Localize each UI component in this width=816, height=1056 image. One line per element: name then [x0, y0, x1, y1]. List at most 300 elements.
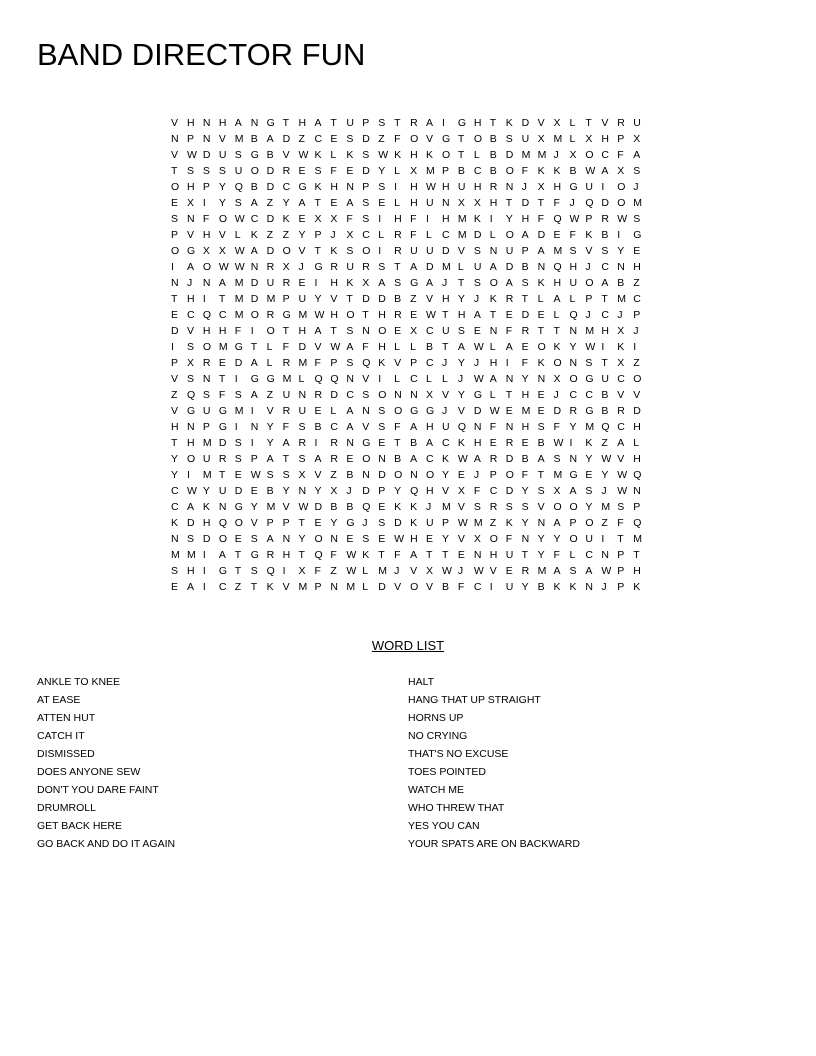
grid-letter[interactable]: P: [282, 517, 290, 529]
grid-letter[interactable]: Y: [601, 469, 609, 481]
grid-letter[interactable]: V: [298, 245, 306, 257]
grid-letter[interactable]: I: [378, 373, 382, 385]
grid-letter[interactable]: E: [457, 469, 465, 481]
grid-letter[interactable]: S: [314, 165, 322, 177]
grid-letter[interactable]: H: [601, 133, 609, 145]
grid-letter[interactable]: G: [585, 405, 594, 417]
grid-letter[interactable]: B: [330, 501, 338, 513]
grid-letter[interactable]: S: [171, 213, 179, 225]
grid-letter[interactable]: A: [218, 549, 226, 561]
grid-letter[interactable]: A: [537, 245, 545, 257]
grid-letter[interactable]: Z: [489, 517, 497, 529]
grid-letter[interactable]: X: [537, 181, 545, 193]
grid-letter[interactable]: J: [473, 469, 480, 481]
grid-letter[interactable]: F: [330, 549, 337, 561]
grid-letter[interactable]: V: [537, 501, 545, 513]
grid-letter[interactable]: J: [298, 261, 304, 273]
grid-letter[interactable]: O: [505, 469, 514, 481]
grid-letter[interactable]: S: [378, 405, 386, 417]
grid-letter[interactable]: F: [521, 357, 529, 369]
grid-letter[interactable]: E: [633, 245, 641, 257]
grid-letter[interactable]: P: [378, 485, 386, 497]
grid-letter[interactable]: V: [601, 117, 609, 129]
grid-letter[interactable]: A: [457, 341, 465, 353]
grid-letter[interactable]: Y: [218, 181, 226, 193]
grid-letter[interactable]: V: [362, 373, 370, 385]
grid-letter[interactable]: L: [234, 229, 241, 241]
grid-letter[interactable]: G: [585, 373, 594, 385]
grid-letter[interactable]: X: [617, 325, 625, 337]
grid-letter[interactable]: T: [617, 533, 624, 545]
grid-letter[interactable]: U: [298, 293, 307, 305]
grid-letter[interactable]: K: [394, 501, 402, 513]
grid-letter[interactable]: Y: [521, 485, 529, 497]
grid-letter[interactable]: V: [457, 501, 465, 513]
grid-letter[interactable]: J: [473, 357, 480, 369]
grid-letter[interactable]: T: [330, 325, 337, 337]
grid-letter[interactable]: X: [314, 213, 322, 225]
grid-letter[interactable]: E: [298, 165, 306, 177]
grid-letter[interactable]: W: [378, 149, 389, 161]
grid-letter[interactable]: V: [617, 453, 625, 465]
grid-letter[interactable]: H: [569, 261, 578, 273]
grid-letter[interactable]: L: [266, 357, 273, 369]
grid-letter[interactable]: R: [330, 453, 338, 465]
grid-letter[interactable]: T: [394, 437, 401, 449]
grid-letter[interactable]: F: [202, 213, 210, 225]
grid-letter[interactable]: E: [346, 533, 354, 545]
grid-letter[interactable]: R: [601, 213, 609, 225]
grid-letter[interactable]: Q: [633, 517, 642, 529]
grid-letter[interactable]: N: [537, 517, 546, 529]
grid-letter[interactable]: O: [585, 517, 594, 529]
grid-letter[interactable]: T: [171, 165, 178, 177]
grid-letter[interactable]: A: [250, 389, 258, 401]
grid-letter[interactable]: S: [346, 245, 354, 257]
grid-letter[interactable]: O: [171, 181, 180, 193]
grid-letter[interactable]: K: [330, 245, 338, 257]
grid-letter[interactable]: A: [346, 197, 354, 209]
grid-letter[interactable]: Q: [314, 549, 323, 561]
grid-letter[interactable]: L: [489, 341, 496, 353]
grid-letter[interactable]: F: [617, 517, 624, 529]
grid-letter[interactable]: M: [234, 293, 244, 305]
grid-letter[interactable]: A: [186, 261, 194, 273]
grid-letter[interactable]: D: [553, 405, 562, 417]
grid-letter[interactable]: P: [585, 213, 593, 225]
grid-letter[interactable]: L: [394, 373, 400, 385]
grid-letter[interactable]: J: [569, 197, 575, 209]
grid-letter[interactable]: D: [378, 581, 386, 593]
grid-letter[interactable]: V: [171, 373, 179, 385]
grid-letter[interactable]: P: [266, 517, 274, 529]
grid-letter[interactable]: L: [569, 117, 576, 129]
grid-letter[interactable]: C: [410, 373, 418, 385]
grid-letter[interactable]: X: [426, 389, 434, 401]
grid-letter[interactable]: X: [346, 229, 354, 241]
grid-letter[interactable]: N: [218, 501, 227, 513]
grid-letter[interactable]: S: [585, 357, 593, 369]
grid-letter[interactable]: P: [186, 133, 194, 145]
grid-letter[interactable]: Y: [569, 341, 577, 353]
grid-letter[interactable]: I: [202, 565, 206, 577]
grid-letter[interactable]: H: [298, 117, 307, 129]
grid-letter[interactable]: W: [330, 341, 341, 353]
grid-letter[interactable]: I: [234, 373, 238, 385]
grid-letter[interactable]: C: [218, 309, 227, 321]
grid-letter[interactable]: G: [441, 133, 451, 145]
grid-letter[interactable]: N: [378, 453, 386, 465]
grid-letter[interactable]: U: [633, 117, 641, 129]
grid-letter[interactable]: S: [186, 373, 194, 385]
grid-letter[interactable]: B: [410, 437, 418, 449]
grid-letter[interactable]: S: [473, 501, 481, 513]
grid-letter[interactable]: J: [585, 309, 591, 321]
grid-letter[interactable]: S: [378, 517, 386, 529]
grid-letter[interactable]: N: [473, 549, 482, 561]
grid-letter[interactable]: U: [585, 533, 593, 545]
grid-letter[interactable]: J: [330, 229, 336, 241]
grid-letter[interactable]: H: [489, 357, 498, 369]
grid-letter[interactable]: K: [346, 277, 354, 289]
grid-letter[interactable]: R: [282, 277, 291, 289]
grid-letter[interactable]: E: [457, 549, 465, 561]
grid-letter[interactable]: T: [553, 325, 560, 337]
grid-letter[interactable]: F: [282, 341, 289, 353]
grid-letter[interactable]: M: [441, 501, 451, 513]
grid-letter[interactable]: Z: [601, 437, 608, 449]
grid-letter[interactable]: A: [314, 117, 322, 129]
grid-letter[interactable]: N: [362, 469, 370, 481]
grid-letter[interactable]: G: [218, 421, 227, 433]
grid-letter[interactable]: N: [202, 133, 211, 145]
grid-letter[interactable]: O: [378, 389, 387, 401]
grid-letter[interactable]: G: [282, 309, 291, 321]
grid-letter[interactable]: I: [601, 181, 605, 193]
grid-letter[interactable]: A: [473, 453, 481, 465]
grid-letter[interactable]: A: [410, 421, 418, 433]
grid-letter[interactable]: S: [282, 469, 290, 481]
grid-letter[interactable]: O: [394, 469, 403, 481]
grid-letter[interactable]: E: [505, 565, 513, 577]
grid-letter[interactable]: W: [489, 405, 500, 417]
grid-letter[interactable]: S: [521, 277, 529, 289]
grid-letter[interactable]: T: [314, 197, 321, 209]
grid-letter[interactable]: V: [186, 229, 194, 241]
grid-letter[interactable]: T: [505, 389, 513, 401]
grid-letter[interactable]: Q: [410, 485, 419, 497]
grid-letter[interactable]: O: [362, 245, 371, 257]
grid-letter[interactable]: Y: [282, 197, 290, 209]
grid-letter[interactable]: T: [282, 117, 289, 129]
grid-letter[interactable]: R: [362, 261, 370, 273]
grid-letter[interactable]: V: [186, 325, 194, 337]
grid-letter[interactable]: A: [553, 293, 561, 305]
grid-letter[interactable]: X: [186, 197, 194, 209]
grid-letter[interactable]: D: [633, 405, 641, 417]
grid-letter[interactable]: V: [282, 149, 290, 161]
grid-letter[interactable]: W: [617, 213, 628, 225]
grid-letter[interactable]: K: [633, 581, 641, 593]
grid-letter[interactable]: C: [617, 373, 625, 385]
grid-letter[interactable]: H: [521, 389, 530, 401]
grid-letter[interactable]: P: [617, 549, 625, 561]
grid-letter[interactable]: X: [617, 165, 625, 177]
grid-letter[interactable]: T: [426, 549, 433, 561]
grid-letter[interactable]: S: [171, 565, 179, 577]
grid-letter[interactable]: D: [250, 293, 259, 305]
grid-letter[interactable]: M: [585, 421, 595, 433]
grid-letter[interactable]: M: [426, 165, 435, 177]
grid-letter[interactable]: O: [553, 357, 562, 369]
grid-letter[interactable]: E: [298, 277, 306, 289]
grid-letter[interactable]: E: [314, 517, 322, 529]
grid-letter[interactable]: Z: [266, 197, 274, 209]
grid-letter[interactable]: A: [218, 277, 226, 289]
grid-letter[interactable]: S: [234, 437, 242, 449]
grid-letter[interactable]: Y: [521, 581, 529, 593]
grid-letter[interactable]: N: [298, 485, 307, 497]
grid-letter[interactable]: I: [633, 341, 637, 353]
grid-letter[interactable]: H: [633, 421, 641, 433]
grid-letter[interactable]: U: [202, 453, 211, 465]
grid-letter[interactable]: G: [186, 245, 196, 257]
grid-letter[interactable]: J: [633, 325, 639, 337]
grid-letter[interactable]: X: [617, 357, 625, 369]
grid-letter[interactable]: G: [250, 373, 259, 385]
grid-letter[interactable]: H: [489, 197, 498, 209]
grid-letter[interactable]: J: [441, 357, 448, 369]
grid-letter[interactable]: K: [489, 293, 497, 305]
grid-letter[interactable]: N: [489, 245, 498, 257]
grid-letter[interactable]: J: [441, 405, 448, 417]
grid-letter[interactable]: P: [489, 469, 497, 481]
grid-letter[interactable]: I: [282, 565, 286, 577]
grid-letter[interactable]: C: [171, 485, 179, 497]
grid-letter[interactable]: C: [601, 261, 609, 273]
grid-letter[interactable]: M: [441, 261, 451, 273]
grid-letter[interactable]: K: [314, 181, 322, 193]
grid-letter[interactable]: H: [457, 309, 466, 321]
grid-letter[interactable]: D: [171, 325, 179, 337]
grid-letter[interactable]: I: [250, 437, 254, 449]
grid-letter[interactable]: W: [314, 309, 325, 321]
grid-letter[interactable]: C: [569, 389, 578, 401]
grid-letter[interactable]: T: [234, 565, 242, 577]
grid-letter[interactable]: D: [521, 309, 530, 321]
grid-letter[interactable]: Y: [457, 389, 465, 401]
grid-letter[interactable]: M: [585, 325, 595, 337]
grid-letter[interactable]: X: [330, 213, 338, 225]
grid-letter[interactable]: B: [314, 421, 322, 433]
grid-letter[interactable]: A: [489, 373, 497, 385]
grid-letter[interactable]: K: [202, 501, 210, 513]
grid-letter[interactable]: I: [202, 549, 206, 561]
grid-letter[interactable]: A: [266, 533, 274, 545]
grid-letter[interactable]: E: [250, 485, 258, 497]
grid-letter[interactable]: A: [505, 341, 513, 353]
grid-letter[interactable]: F: [330, 165, 337, 177]
grid-letter[interactable]: O: [585, 149, 594, 161]
grid-letter[interactable]: M: [537, 149, 547, 161]
grid-letter[interactable]: H: [330, 181, 338, 193]
grid-letter[interactable]: N: [346, 373, 354, 385]
grid-letter[interactable]: T: [441, 341, 449, 353]
grid-letter[interactable]: A: [601, 165, 609, 177]
grid-letter[interactable]: M: [298, 357, 308, 369]
grid-letter[interactable]: C: [601, 309, 609, 321]
grid-letter[interactable]: E: [171, 309, 179, 321]
grid-letter[interactable]: N: [282, 533, 291, 545]
grid-letter[interactable]: H: [202, 229, 211, 241]
grid-letter[interactable]: N: [537, 261, 546, 273]
grid-letter[interactable]: F: [553, 197, 560, 209]
grid-letter[interactable]: D: [234, 357, 243, 369]
grid-letter[interactable]: S: [298, 421, 306, 433]
grid-letter[interactable]: W: [585, 341, 596, 353]
grid-letter[interactable]: N: [537, 373, 546, 385]
grid-letter[interactable]: B: [266, 149, 274, 161]
grid-letter[interactable]: T: [250, 341, 258, 353]
grid-letter[interactable]: R: [266, 261, 275, 273]
grid-letter[interactable]: L: [330, 405, 337, 417]
grid-letter[interactable]: S: [186, 341, 194, 353]
grid-letter[interactable]: J: [633, 181, 639, 193]
grid-letter[interactable]: M: [186, 549, 196, 561]
grid-letter[interactable]: R: [218, 453, 227, 465]
grid-letter[interactable]: N: [505, 373, 514, 385]
grid-letter[interactable]: O: [617, 181, 626, 193]
grid-letter[interactable]: Z: [633, 357, 640, 369]
grid-letter[interactable]: N: [186, 421, 195, 433]
grid-letter[interactable]: D: [473, 229, 482, 241]
grid-letter[interactable]: T: [537, 469, 544, 481]
grid-letter[interactable]: F: [569, 229, 576, 241]
grid-letter[interactable]: N: [521, 533, 530, 545]
grid-letter[interactable]: W: [617, 485, 628, 497]
grid-letter[interactable]: S: [457, 325, 465, 337]
grid-letter[interactable]: K: [585, 229, 593, 241]
grid-letter[interactable]: S: [569, 245, 577, 257]
grid-letter[interactable]: A: [633, 149, 641, 161]
grid-letter[interactable]: A: [266, 133, 274, 145]
grid-letter[interactable]: C: [171, 501, 179, 513]
grid-letter[interactable]: F: [410, 213, 417, 225]
grid-letter[interactable]: Y: [521, 373, 529, 385]
grid-letter[interactable]: O: [346, 309, 355, 321]
grid-letter[interactable]: L: [426, 229, 432, 241]
grid-letter[interactable]: P: [617, 565, 625, 577]
grid-letter[interactable]: H: [282, 549, 291, 561]
grid-letter[interactable]: H: [186, 181, 195, 193]
grid-letter[interactable]: I: [601, 533, 605, 545]
grid-letter[interactable]: Y: [585, 453, 593, 465]
grid-letter[interactable]: Y: [617, 245, 625, 257]
grid-letter[interactable]: M: [633, 197, 642, 209]
grid-letter[interactable]: S: [250, 565, 258, 577]
grid-letter[interactable]: D: [362, 293, 370, 305]
grid-letter[interactable]: H: [473, 437, 482, 449]
grid-letter[interactable]: S: [521, 501, 529, 513]
grid-letter[interactable]: N: [362, 325, 370, 337]
grid-letter[interactable]: K: [410, 501, 418, 513]
grid-letter[interactable]: Y: [298, 229, 306, 241]
grid-letter[interactable]: V: [394, 581, 402, 593]
grid-letter[interactable]: Y: [171, 453, 179, 465]
grid-letter[interactable]: H: [521, 421, 530, 433]
grid-letter[interactable]: G: [569, 469, 578, 481]
grid-letter[interactable]: T: [218, 373, 226, 385]
grid-letter[interactable]: S: [633, 165, 641, 177]
grid-letter[interactable]: X: [330, 485, 338, 497]
grid-letter[interactable]: O: [202, 341, 212, 353]
grid-letter[interactable]: A: [186, 501, 194, 513]
grid-letter[interactable]: S: [617, 501, 625, 513]
grid-letter[interactable]: O: [537, 341, 546, 353]
grid-letter[interactable]: N: [171, 133, 179, 145]
grid-letter[interactable]: W: [473, 341, 484, 353]
grid-letter[interactable]: L: [489, 229, 496, 241]
grid-letter[interactable]: U: [505, 549, 514, 561]
grid-letter[interactable]: S: [537, 485, 545, 497]
grid-letter[interactable]: A: [426, 117, 434, 129]
grid-letter[interactable]: E: [378, 437, 386, 449]
grid-letter[interactable]: W: [234, 261, 245, 273]
grid-letter[interactable]: F: [234, 325, 242, 337]
grid-letter[interactable]: G: [234, 501, 243, 513]
grid-letter[interactable]: P: [171, 229, 179, 241]
grid-letter[interactable]: R: [266, 309, 275, 321]
grid-letter[interactable]: O: [202, 261, 212, 273]
grid-letter[interactable]: S: [234, 453, 242, 465]
grid-letter[interactable]: L: [633, 437, 640, 449]
grid-letter[interactable]: V: [314, 469, 322, 481]
grid-letter[interactable]: J: [473, 293, 480, 305]
grid-letter[interactable]: F: [394, 133, 401, 145]
grid-letter[interactable]: O: [410, 133, 419, 145]
grid-letter[interactable]: J: [585, 261, 591, 273]
grid-letter[interactable]: B: [250, 133, 258, 145]
grid-letter[interactable]: P: [282, 293, 290, 305]
grid-letter[interactable]: W: [585, 165, 596, 177]
grid-letter[interactable]: X: [553, 485, 561, 497]
grid-letter[interactable]: K: [569, 581, 577, 593]
grid-letter[interactable]: F: [473, 485, 481, 497]
grid-letter[interactable]: V: [585, 245, 593, 257]
grid-letter[interactable]: T: [521, 293, 529, 305]
grid-letter[interactable]: Y: [553, 533, 561, 545]
grid-letter[interactable]: P: [362, 117, 370, 129]
grid-letter[interactable]: U: [441, 325, 450, 337]
grid-letter[interactable]: H: [553, 181, 562, 193]
grid-letter[interactable]: G: [426, 405, 435, 417]
grid-letter[interactable]: E: [378, 501, 386, 513]
grid-letter[interactable]: C: [346, 389, 354, 401]
grid-letter[interactable]: Q: [585, 197, 594, 209]
grid-letter[interactable]: E: [234, 533, 242, 545]
grid-letter[interactable]: H: [426, 485, 434, 497]
grid-letter[interactable]: B: [601, 405, 609, 417]
grid-letter[interactable]: Y: [298, 533, 306, 545]
grid-letter[interactable]: S: [234, 149, 242, 161]
grid-letter[interactable]: K: [410, 517, 418, 529]
grid-letter[interactable]: I: [426, 213, 429, 225]
grid-letter[interactable]: X: [282, 261, 290, 273]
grid-letter[interactable]: A: [282, 437, 290, 449]
grid-letter[interactable]: T: [489, 117, 497, 129]
grid-letter[interactable]: H: [441, 213, 450, 225]
grid-letter[interactable]: X: [569, 149, 577, 161]
